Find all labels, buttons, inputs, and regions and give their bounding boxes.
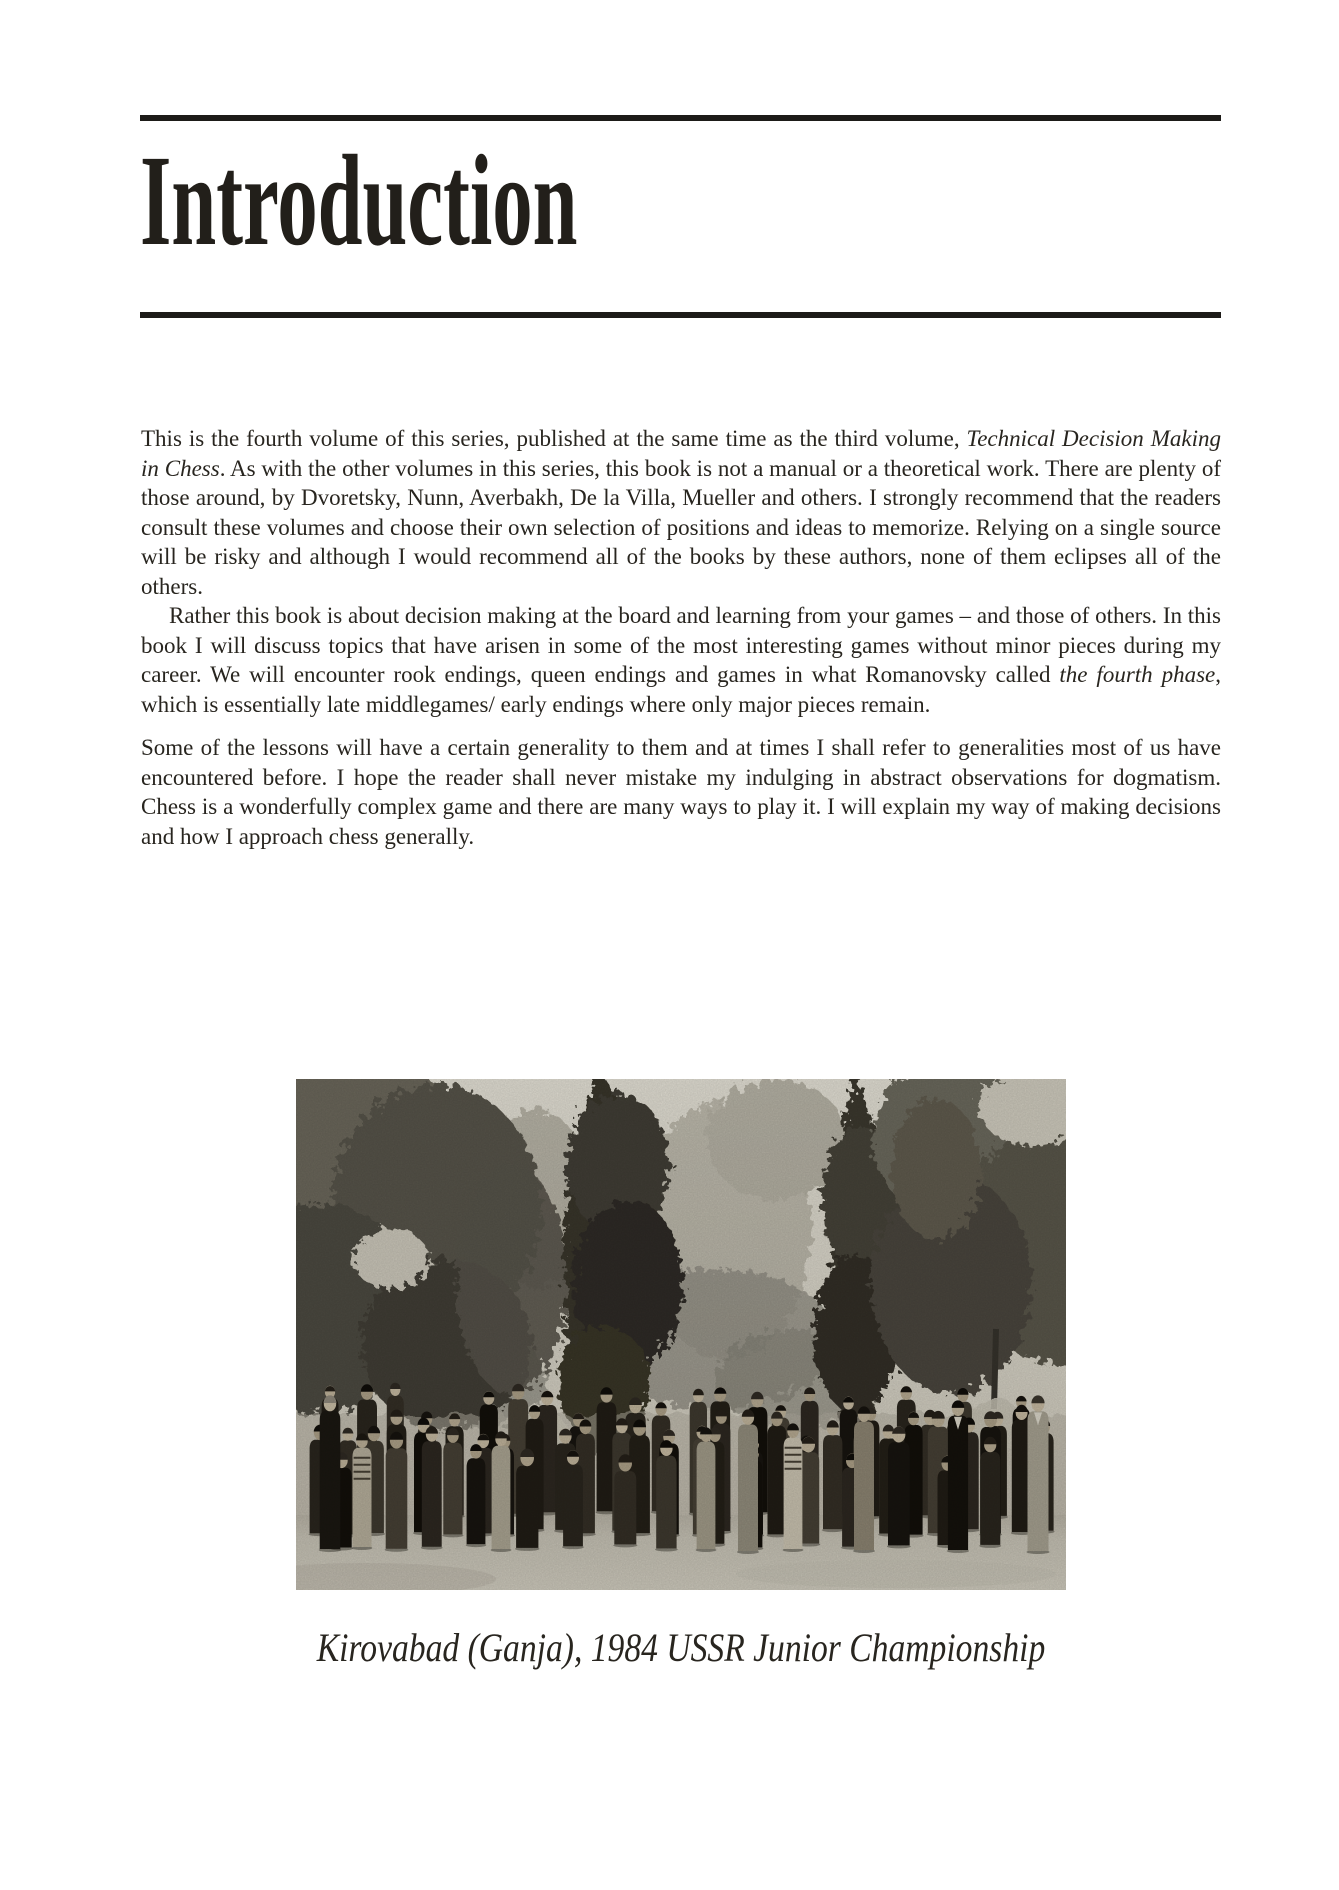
photo-caption: Kirovabad (Ganja), 1984 USSR Junior Championship xyxy=(316,1625,1046,1670)
paragraph xyxy=(141,733,1221,851)
italic-text: Technical Decision Making in Chess xyxy=(141,426,1221,481)
chapter-title: Introduction xyxy=(140,129,578,273)
text-run: Some of the lessons will have a certain generality to them and at times I shall refer to generalities most of us have encountered before. I hope the reader shall never mistake my indulging in abstract observations for dogmatism. Chess is a wonderfully complex game and there are many ways to play it. I will explain my way of making decisions and how I approach chess generally. xyxy=(141,735,1221,849)
italic-text: the fourth phase xyxy=(1059,662,1216,687)
text-run: , which is essentially late middlegames/ early endings where only major pieces remain. xyxy=(141,662,1221,717)
text-run: . As with the other volumes in this series, this book is not a manual or a theoretical work. There are plenty of those around, by Dvoretsky, Nunn, Averbakh, De la Villa, Mueller and others. I strongly recommend that the readers consult these volumes and choose their own selection of positions and ideas to memorize. Relying on a single source will be risky and although I would recommend all of the books by these authors, none of them eclipses all of the others. xyxy=(141,455,1221,599)
text-run: This is the fourth volume of this series, published at the same time as the third volume, xyxy=(141,426,967,451)
chapter-rule-bottom xyxy=(140,312,1221,318)
group-photo-figure xyxy=(296,1079,1066,1590)
paragraph xyxy=(141,424,1221,601)
group-photo xyxy=(296,1079,1066,1590)
paragraph xyxy=(141,601,1221,719)
chapter-rule-top xyxy=(140,115,1221,121)
body-text xyxy=(141,424,1221,851)
film-grain xyxy=(296,1079,1066,1590)
text-run: Rather this book is about decision making at the board and learning from your games – and those of others. In this book I will discuss topics that have arisen in some of the most interesting games without minor pieces during my career. We will encounter rook endings, queen endings and games in what Romanovsky called xyxy=(141,603,1221,687)
